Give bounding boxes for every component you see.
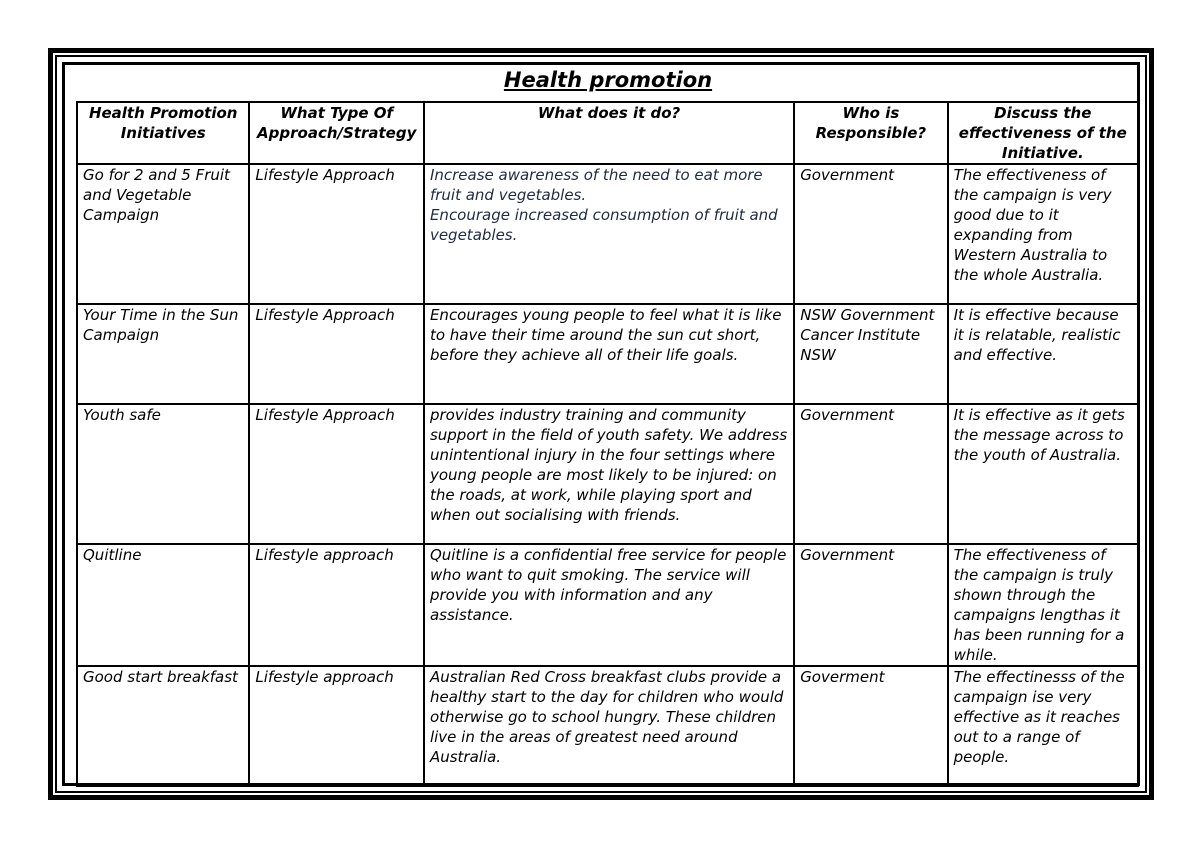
cell-initiative: Your Time in the Sun Campaign	[77, 304, 249, 404]
document-content	[76, 63, 1140, 787]
cell-discuss: The effectiveness of the campaign is very good due to it expanding from Western Australia to the whole Australia.	[948, 164, 1138, 304]
table-row	[77, 404, 1138, 544]
table-row	[77, 164, 1138, 304]
cell-discuss: It is effective as it gets the message across to the youth of Australia.	[948, 404, 1138, 544]
cell-approach: Lifestyle Approach	[249, 304, 424, 404]
cell-discuss: The effectiveness of the campaign is truly shown through the campaigns lengthas it has been running for a while.	[948, 544, 1138, 666]
table-row	[77, 544, 1138, 666]
cell-who: NSW Government Cancer Institute NSW	[794, 304, 947, 404]
cell-initiative: Quitline	[77, 544, 249, 666]
cell-what: Encourages young people to feel what it is like to have their time around the sun cut short, before they achieve all of their life goals.	[424, 304, 794, 404]
table-row	[77, 304, 1138, 404]
cell-approach: Lifestyle approach	[249, 544, 424, 666]
header-discuss: Discuss the effectiveness of the Initiative.	[948, 102, 1138, 164]
table-header-row	[77, 102, 1138, 164]
cell-initiative: Good start breakfast	[77, 666, 249, 786]
cell-what: Australian Red Cross breakfast clubs provide a healthy start to the day for children who would otherwise go to school hungry. These children live in the areas of greatest need around Australia.	[424, 666, 794, 786]
page-title: Health promotion	[503, 68, 713, 92]
cell-approach: Lifestyle approach	[249, 666, 424, 786]
cell-who: Government	[794, 404, 947, 544]
cell-approach: Lifestyle Approach	[249, 164, 424, 304]
header-who: Who is Responsible?	[794, 102, 947, 164]
table-row	[77, 666, 1138, 786]
cell-discuss: It is effective because it is relatable, realistic and effective.	[948, 304, 1138, 404]
cell-initiative: Youth safe	[77, 404, 249, 544]
cell-initiative: Go for 2 and 5 Fruit and Vegetable Campaign	[77, 164, 249, 304]
cell-what: provides industry training and community support in the field of youth safety. We address unintentional injury in the four settings where young people are most likely to be injured: on the roads, at work, while playing sport and when out socialising with friends.	[424, 404, 794, 544]
cell-who: Government	[794, 164, 947, 304]
health-promotion-table	[76, 101, 1139, 787]
header-approach: What Type Of Approach/Strategy	[249, 102, 424, 164]
header-what: What does it do?	[424, 102, 794, 164]
cell-what: Quitline is a confidential free service for people who want to quit smoking. The service will provide you with information and any assistance.	[424, 544, 794, 666]
header-initiative: Health Promotion Initiatives	[77, 102, 249, 164]
cell-what: Increase awareness of the need to eat more fruit and vegetables. Encourage increased consumption of fruit and vegetables.	[424, 164, 794, 304]
cell-approach: Lifestyle Approach	[249, 404, 424, 544]
cell-discuss: The effectinesss of the campaign ise very effective as it reaches out to a range of people.	[948, 666, 1138, 786]
cell-who: Government	[794, 544, 947, 666]
cell-who: Goverment	[794, 666, 947, 786]
